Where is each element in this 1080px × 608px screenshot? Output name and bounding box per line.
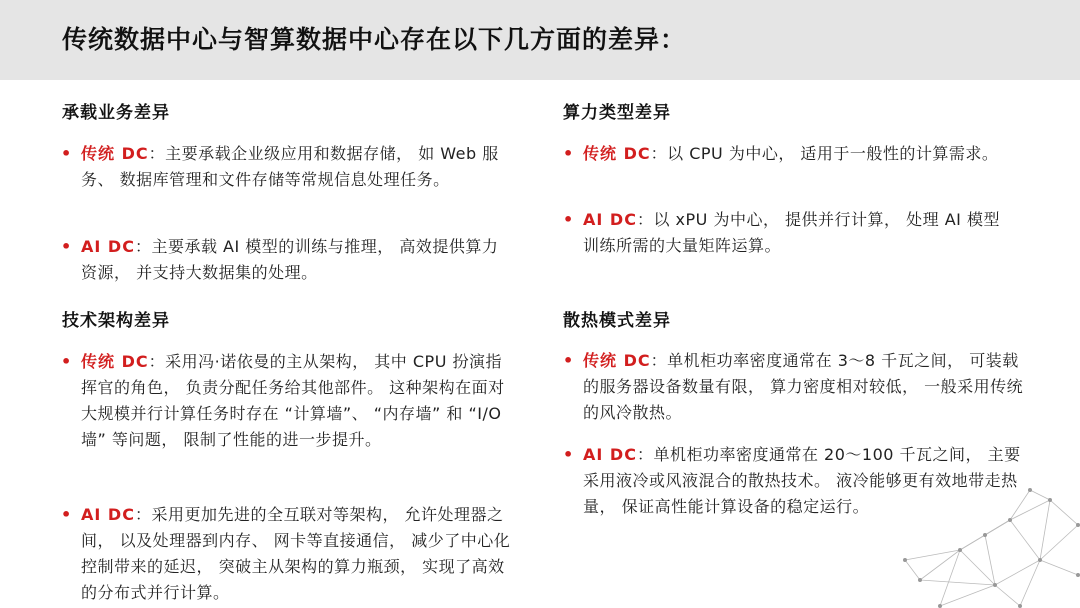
item-label: 传统 DC (81, 144, 149, 163)
list-item-cooling-ai: • AI DC：单机柜功率密度通常在 20～100 千瓦之间， 主要采用液冷或风液混合的散热技术。 液冷能够更有效地带走热量， 保证高性能计算设备的稳定运行。 (583, 442, 1033, 520)
item-label: AI DC (81, 505, 135, 524)
item-text: 单机柜功率密度通常在 3～8 千瓦之间， 可装载的服务器设备数量有限， 算力密度相对较低， 一般采用传统的风冷散热。 (583, 351, 1024, 422)
section-heading-cooling: 散热模式差异 (563, 311, 671, 331)
section-heading-architecture: 技术架构差异 (62, 311, 170, 331)
item-text: 主要承载 AI 模型的训练与推理， 高效提供算力资源， 并支持大数据集的处理。 (81, 237, 499, 282)
section-heading-workload: 承载业务差异 (62, 103, 170, 123)
item-label: 传统 DC (583, 144, 651, 163)
item-text: 单机柜功率密度通常在 20～100 千瓦之间， 主要采用液冷或风液混合的散热技术。 液冷能够更有效地带走热量， 保证高性能计算设备的稳定运行。 (583, 445, 1021, 516)
bullet-icon: • (563, 144, 574, 163)
item-text: 以 xPU 为中心， 提供并行计算， 处理 AI 模型训练所需的大量矩阵运算。 (583, 210, 1000, 255)
item-text: 采用冯·诺依曼的主从架构， 其中 CPU 扮演指挥官的角色， 负责分配任务给其他部件。 这种架构在面对大规模并行计算任务时存在 “计算墙”、 “内存墙” 和 “I/O 墙” 等问题， 限制了性能的进一步提升。 (81, 352, 505, 449)
list-item-architecture-traditional: • 传统 DC：采用冯·诺依曼的主从架构， 其中 CPU 扮演指挥官的角色， 负责分配任务给其他部件。 这种架构在面对大规模并行计算任务时存在 “计算墙”、 “内存墙” 和 “I/O 墙” 等问题， 限制了性能的进一步提升。 (81, 349, 513, 453)
list-item-compute-traditional: • 传统 DC：以 CPU 为中心， 适用于一般性的计算需求。 (583, 141, 1013, 167)
item-label: 传统 DC (81, 352, 149, 371)
bullet-icon: • (563, 445, 574, 464)
bullet-icon: • (61, 144, 72, 163)
bullet-icon: • (61, 237, 72, 256)
list-item-workload-ai: • AI DC：主要承载 AI 模型的训练与推理， 高效提供算力资源， 并支持大数据集的处理。 (81, 234, 506, 286)
item-text: 以 CPU 为中心， 适用于一般性的计算需求。 (667, 144, 999, 163)
item-label: AI DC (583, 445, 637, 464)
bullet-icon: • (61, 505, 72, 524)
bullet-icon: • (563, 351, 574, 370)
item-text: 主要承载企业级应用和数据存储， 如 Web 服务、 数据库管理和文件存储等常规信息处理任务。 (81, 144, 499, 189)
bullet-icon: • (61, 352, 72, 371)
page-title: 传统数据中心与智算数据中心存在以下几方面的差异： (62, 25, 687, 54)
list-item-architecture-ai: • AI DC：采用更加先进的全互联对等架构， 允许处理器之间， 以及处理器到内存、 网卡等直接通信， 减少了中心化控制带来的延迟， 突破主从架构的算力瓶颈， 实现了高效的分布式并行计算。 (81, 502, 513, 606)
section-heading-compute: 算力类型差异 (563, 103, 671, 123)
item-label: AI DC (583, 210, 637, 229)
bullet-icon: • (563, 210, 574, 229)
item-label: 传统 DC (583, 351, 651, 370)
item-text: 采用更加先进的全互联对等架构， 允许处理器之间， 以及处理器到内存、 网卡等直接通信， 减少了中心化控制带来的延迟， 突破主从架构的算力瓶颈， 实现了高效的分布式并行计算。 (81, 505, 511, 602)
item-label: AI DC (81, 237, 135, 256)
title-bar (0, 0, 1080, 80)
list-item-cooling-traditional: • 传统 DC：单机柜功率密度通常在 3～8 千瓦之间， 可装载的服务器设备数量有限， 算力密度相对较低， 一般采用传统的风冷散热。 (583, 348, 1033, 426)
list-item-compute-ai: • AI DC：以 xPU 为中心， 提供并行计算， 处理 AI 模型训练所需的大量矩阵运算。 (583, 207, 1013, 259)
network-mesh-decoration (900, 480, 1080, 608)
list-item-workload-traditional: • 传统 DC：主要承载企业级应用和数据存储， 如 Web 服务、 数据库管理和文件存储等常规信息处理任务。 (81, 141, 506, 193)
